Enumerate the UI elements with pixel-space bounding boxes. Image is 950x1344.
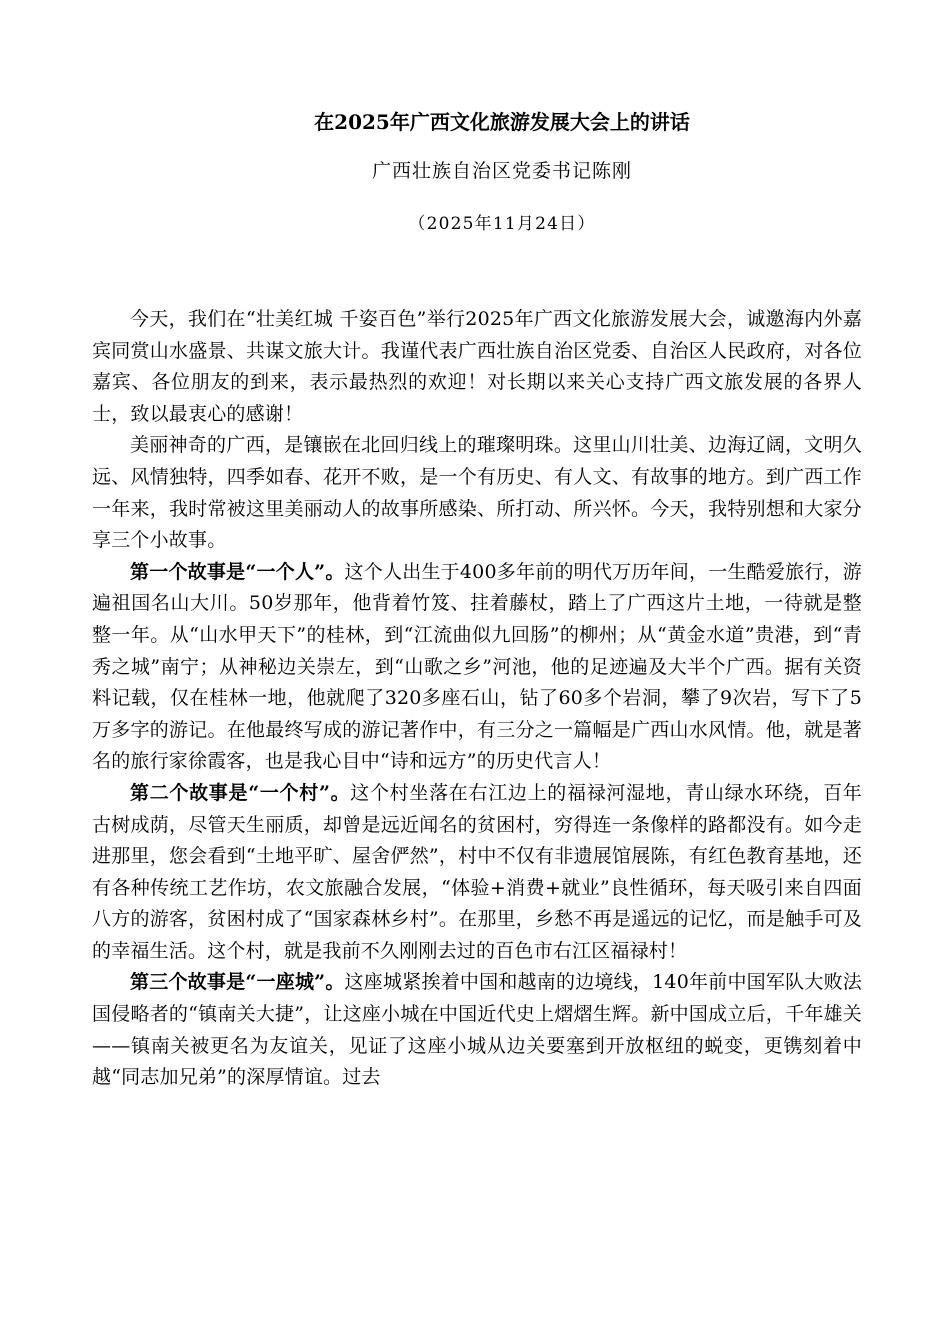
paragraph-text: 这座城紧挨着中国和越南的边境线，140年前中国军队大败法国侵略者的“镇南关大捷”，让这座小城在中国近代史上熠熠生辉。新中国成立后，千年雄关——镇南关被更名为友谊关，见证了这座小城从边关要塞到开放枢纽的蜕变，更镌刻着中越“同志加兄弟”的深厚情谊。过去 <box>92 971 862 1089</box>
paragraph-lead: 第三个故事是“一座城”。 <box>130 971 345 994</box>
paragraph-lead: 第一个故事是“一个人”。 <box>130 560 345 583</box>
paragraph-story-city <box>92 967 862 1093</box>
paragraph-welcome <box>92 304 862 430</box>
paragraph-lead: 第二个故事是“一个村”。 <box>130 781 351 804</box>
paragraph-intro <box>92 430 862 556</box>
paragraph-story-village <box>92 778 862 968</box>
document-body <box>92 304 862 1094</box>
paragraph-text: 这个村坐落在右江边上的福禄河湿地，青山绿水环绕，百年古树成荫，尽管天生丽质，却曾是远近闻名的贫困村，穷得连一条像样的路都没有。如今走进那里，您会看到“土地平旷、屋舍俨然”，村中不仅有非遗展馆展陈，有红色教育基地，还有各种传统工艺作坊，农文旅融合发展，“体验+消费+就业”良性循环，每天吸引来自四面八方的游客，贫困村成了“国家森林乡村”。在那里，乡愁不再是遥远的记忆，而是触手可及的幸福生活。这个村，就是我前不久刚刚去过的百色市右江区福禄村！ <box>92 781 863 962</box>
document-title: 在2025年广西文化旅游发展大会上的讲话 <box>314 110 690 134</box>
paragraph-text: 这个人出生于400多年前的明代万历年间，一生酷爱旅行，游遍祖国名山大川。50岁那年，他背着竹笈、拄着藤杖，踏上了广西这片土地，一待就是整整一年。从“山水甲天下”的桂林，到“江流曲似九回肠”的柳州；从“黄金水道”贵港，到“青秀之城”南宁；从神秘边关崇左，到“山歌之乡”河池，他的足迹遍及大半个广西。据有关资料记载，仅在桂林一地，他就爬了320多座石山，钻了60多个岩洞，攀了9次岩，写下了5万多字的游记。在他最终写成的游记著作中，有三分之一篇幅是广西山水风情。他，就是著名的旅行家徐霞客，也是我心目中“诗和远方”的历史代言人！ <box>92 560 862 773</box>
document-author: 广西壮族自治区党委书记陈刚 <box>371 160 632 182</box>
paragraph-story-person <box>92 557 862 778</box>
paragraph-text: 美丽神奇的广西，是镶嵌在北回归线上的璀璨明珠。这里山川壮美、边海辽阔，文明久远、风情独特，四季如春、花开不败，是一个有历史、有人文、有故事的地方。到广西工作一年来，我时常被这里美丽动人的故事所感染、所打动、所兴怀。今天，我特别想和大家分享三个小故事。 <box>92 434 862 552</box>
paragraph-text: 今天，我们在“壮美红城 千姿百色”举行2025年广西文化旅游发展大会，诚邀海内外嘉宾同赏山水盛景、共谋文旅大计。我谨代表广西壮族自治区党委、自治区人民政府，对各位嘉宾、各位朋友的到来，表示最热烈的欢迎！对长期以来关心支持广西文旅发展的各界人士，致以最衷心的感谢！ <box>92 308 862 425</box>
document-date: （2025年11月24日） <box>408 214 596 234</box>
